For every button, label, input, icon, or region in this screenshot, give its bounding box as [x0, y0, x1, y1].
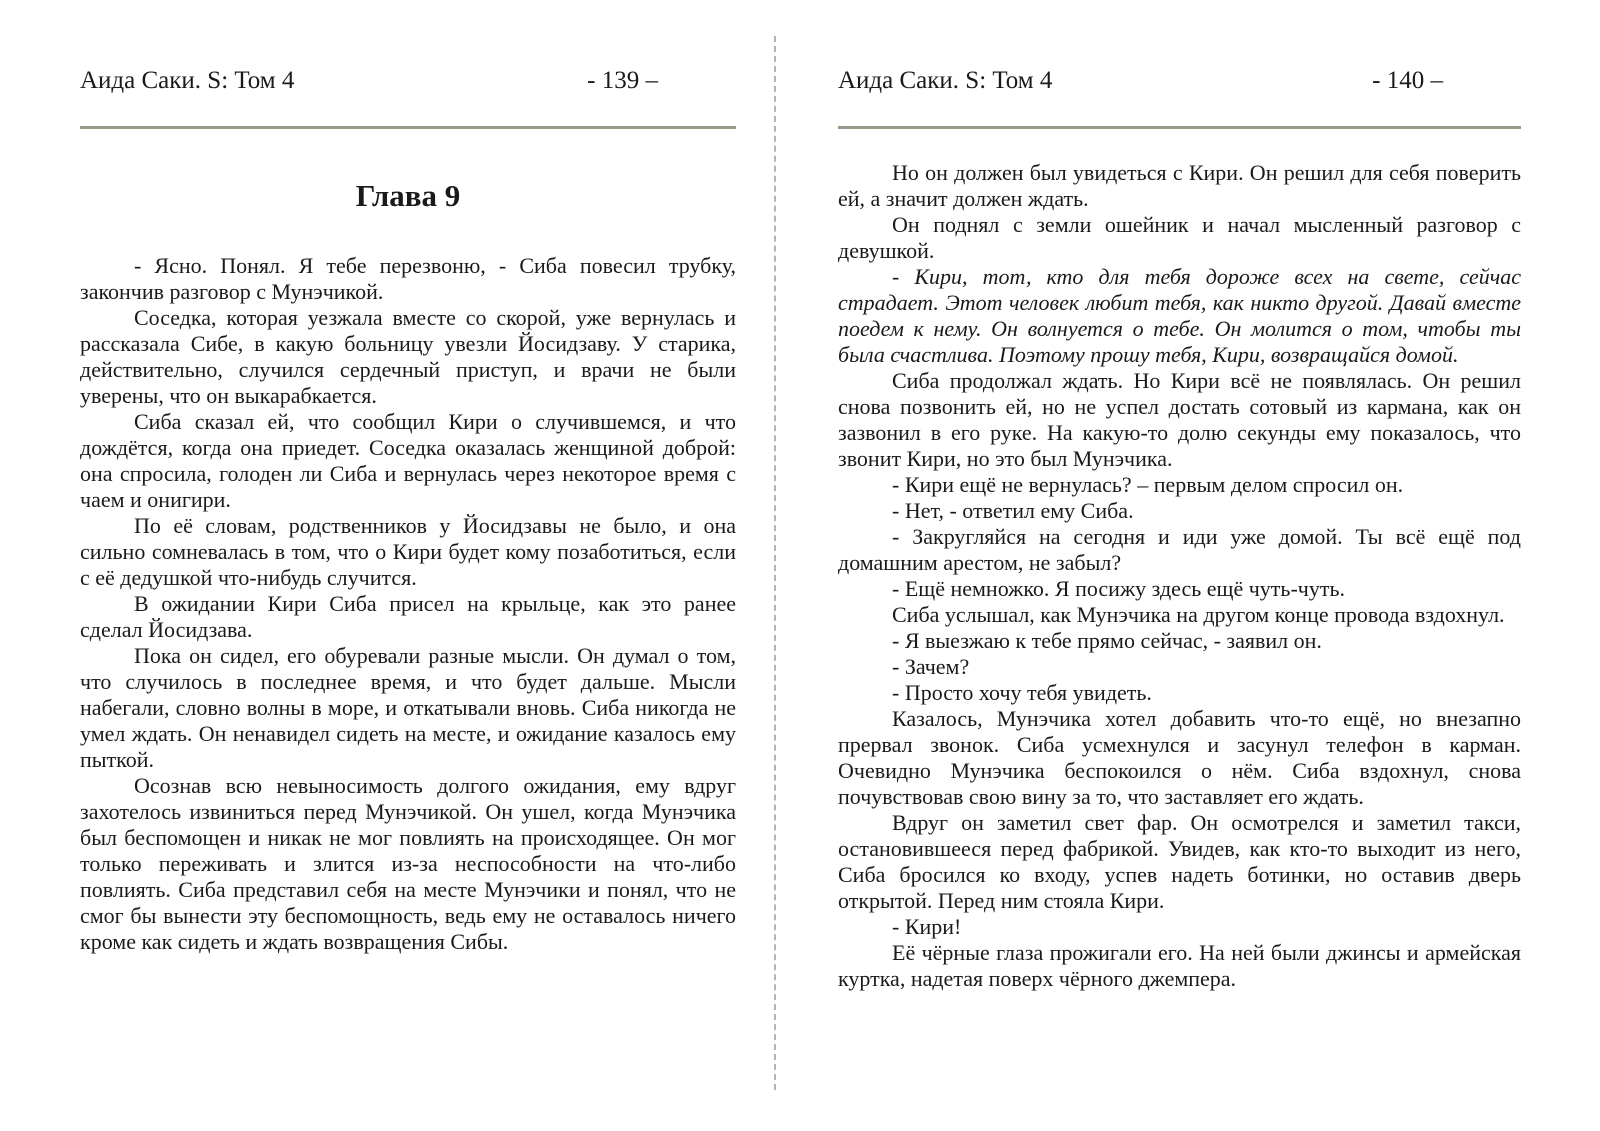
paragraph: - Кири, тот, кто для тебя дороже всех на свете, сейчас страдает. Этот человек любит тебя, как никто другой. Давай вместе поедем к нему. Он волнуется о тебе. Он молится о том, чтобы ты была счастлива. Поэтому прошу тебя, Кири, возвращайся домой.: [838, 264, 1521, 367]
paragraph: - Ясно. Понял. Я тебе перезвоню, - Сиба повесил трубку, закончив разговор с Мунэчикой.: [80, 253, 736, 304]
paragraph: Пока он сидел, его обуревали разные мысли. Он думал о том, что случилось в последнее время, и что будет дальше. Мысли набегали, словно волны в море, и откатывали вновь. Сиба никогда не умел ждать. Он ненавидел сидеть на месте, и ожидание казалось ему пыткой.: [80, 643, 736, 772]
paragraph: - Зачем?: [892, 654, 970, 679]
paragraph: Её чёрные глаза прожигали его. На ней были джинсы и армейская куртка, надетая поверх чёрного джемпера.: [838, 940, 1521, 991]
running-title: Аида Саки. S: Том 4: [838, 67, 1053, 94]
paragraph: Сиба услышал, как Мунэчика на другом конце провода вздохнул.: [892, 602, 1505, 627]
paragraph: В ожидании Кири Сиба присел на крыльце, как это ранее сделал Йосидзава.: [80, 591, 736, 642]
page-139: [80, 0, 736, 955]
paragraph: Но он должен был увидеться с Кири. Он решил для себя поверить ей, а значит должен ждать.: [838, 160, 1521, 211]
page-header: [838, 0, 1521, 96]
paragraph: Он поднял с земли ошейник и начал мысленный разговор с девушкой.: [838, 212, 1521, 263]
paragraph: - Кири!: [892, 914, 962, 939]
paragraph: Вдруг он заметил свет фар. Он осмотрелся и заметил такси, остановившееся перед фабрикой. Увидев, как кто-то выходит из него, Сиба бросился ко входу, успев надеть ботинки, но оставив дверь открытой. Перед ним стояла Кири.: [838, 810, 1521, 913]
paragraph: - Закругляйся на сегодня и иди уже домой. Ты всё ещё под домашним арестом, не забыл?: [838, 524, 1521, 575]
paragraph: Соседка, которая уезжала вместе со скорой, уже вернулась и рассказала Сибе, в какую больницу увезли Йосидзаву. У старика, действительно, случился сердечный приступ, и врачи не были уверены, что он выкарабкается.: [80, 305, 736, 408]
running-title: Аида Саки. S: Том 4: [80, 67, 295, 94]
chapter-title: Глава 9: [355, 178, 461, 213]
page-body: [838, 160, 1521, 992]
header-rule: [838, 126, 1521, 129]
paragraph: - Ещё немножко. Я посижу здесь ещё чуть-чуть.: [892, 576, 1345, 601]
header-rule: [80, 126, 736, 129]
paragraph: - Я выезжаю к тебе прямо сейчас, - заявил он.: [892, 628, 1322, 653]
paragraph: Сиба сказал ей, что сообщил Кири о случившемся, и что дождётся, когда она приедет. Соседка оказалась женщиной доброй: она спросила, голоден ли Сиба и вернулась через некоторое время с чаем и онигири.: [80, 409, 736, 512]
page-number: - 140 –: [1372, 67, 1443, 94]
paragraph: - Кири ещё не вернулась? – первым делом спросил он.: [892, 472, 1404, 497]
page-divider-dashed-line: [774, 36, 776, 1090]
paragraph: - Просто хочу тебя увидеть.: [892, 680, 1152, 705]
paragraph: - Нет, - ответил ему Сиба.: [892, 498, 1134, 523]
paragraph: Осознав всю невыносимость долгого ожидания, ему вдруг захотелось извиниться перед Мунэчикой. Он ушел, когда Мунэчика был беспомощен и никак не мог повлиять на происходящее. Он мог только переживать и злится из-за неспособности на что-либо повлиять. Сиба представил себя на месте Мунэчики и понял, что не смог бы вынести эту беспомощность, ведь ему не оставалось ничего кроме как сидеть и ждать возвращения Сибы.: [80, 773, 736, 954]
page-number: - 139 –: [587, 67, 658, 94]
page-body: [80, 253, 736, 955]
paragraph: Сиба продолжал ждать. Но Кири всё не появлялась. Он решил снова позвонить ей, но не успел достать сотовый из кармана, как он зазвонил в его руке. На какую-то долю секунды ему показалось, что звонит Кири, но это был Мунэчика.: [838, 368, 1521, 471]
paragraph: Казалось, Мунэчика хотел добавить что-то ещё, но внезапно прервал звонок. Сиба усмехнулся и засунул телефон в карман. Очевидно Мунэчика беспокоился о нём. Сиба вздохнул, снова почувствовав свою вину за то, что заставляет его ждать.: [838, 706, 1521, 809]
paragraph: По её словам, родственников у Йосидзавы не было, и она сильно сомневалась в том, что о Кири будет кому позаботиться, если с её дедушкой что-нибудь случится.: [80, 513, 736, 590]
page-140: [838, 0, 1521, 992]
page-header: [80, 0, 736, 96]
